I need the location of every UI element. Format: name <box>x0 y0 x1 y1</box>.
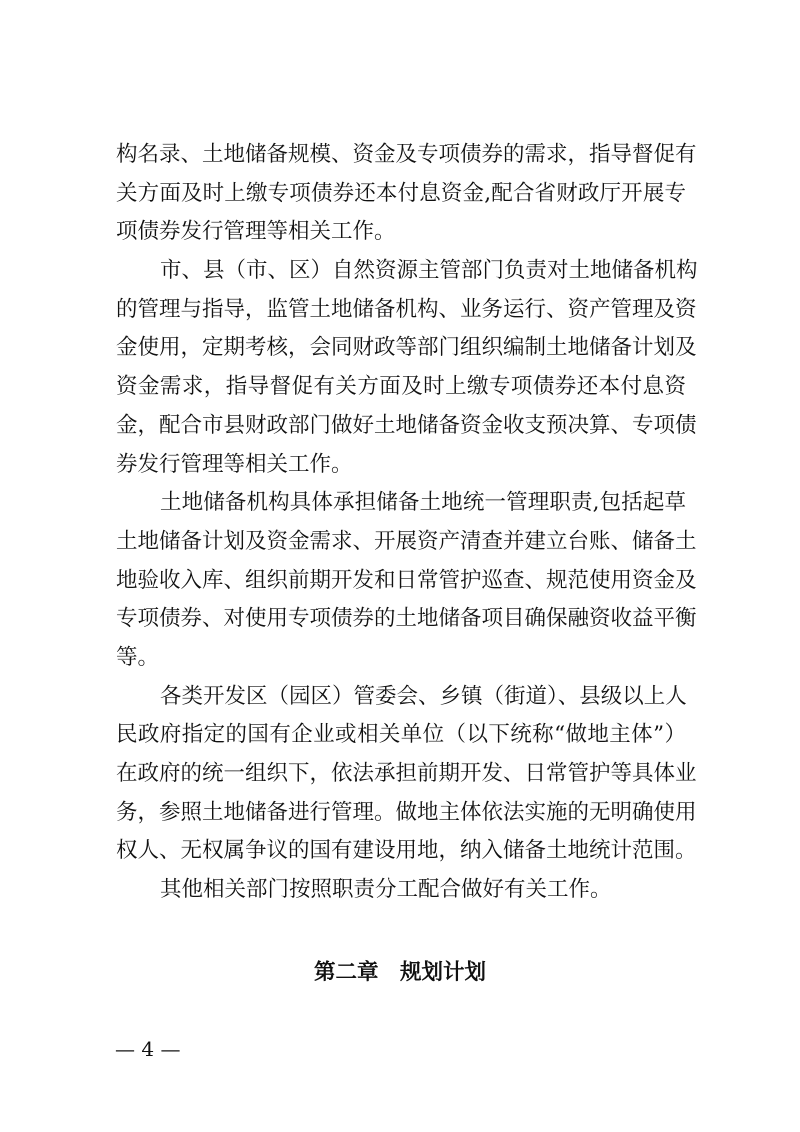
page-number: — 4 — <box>115 1037 181 1061</box>
text-line: 项债券发行管理等相关工作。 <box>116 219 396 245</box>
text-line: 务，参照土地储备进行管理。做地主体依法实施的无明确使用 <box>116 799 697 825</box>
text-line: 权人、无权属争议的国有建设用地，纳入储备土地统计范围。 <box>116 838 697 864</box>
document-body <box>116 136 698 910</box>
text-line: 在政府的统一组织下，依法承担前期开发、日常管护等具体业 <box>116 761 697 786</box>
paragraph <box>116 678 697 871</box>
text-line: 券发行管理等相关工作。 <box>116 451 353 477</box>
text-line: 地验收入库、组织前期开发和日常管护巡查、规范使用资金及 <box>116 567 697 593</box>
text-line: 土地储备机构具体承担储备土地统一管理职责,包括起草 <box>160 490 686 516</box>
text-line: 市、县（市、区）自然资源主管部门负责对土地储备机构 <box>160 258 698 284</box>
text-line: 民政府指定的国有企业或相关单位（以下统称“做地主体”） <box>116 722 686 748</box>
text-line: 金，配合市县财政部门做好土地储备资金收支预决算、专项债 <box>116 412 697 438</box>
text-line: 金使用，定期考核，会同财政等部门组织编制土地储备计划及 <box>116 335 697 361</box>
text-line: 专项债券、对使用专项债券的土地储备项目确保融资收益平衡 <box>116 606 697 632</box>
paragraph <box>116 136 697 252</box>
text-line: 构名录、土地储备规模、资金及专项债券的需求，指导督促有 <box>116 142 697 167</box>
text-line: 等。 <box>116 644 160 670</box>
paragraph <box>116 252 698 484</box>
paragraph <box>116 871 686 910</box>
text-line: 各类开发区（园区）管委会、乡镇（街道）、县级以上人 <box>160 683 687 709</box>
paragraph <box>116 484 697 677</box>
text-line: 土地储备计划及资金需求、开展资产清查并建立台账、储备土 <box>116 528 697 554</box>
text-line: 关方面及时上缴专项债券还本付息资金,配合省财政厅开展专 <box>116 180 686 206</box>
text-line: 资金需求，指导督促有关方面及时上缴专项债券还本付息资 <box>116 374 686 400</box>
chapter-heading: 第二章 规划计划 <box>313 960 486 985</box>
text-line: 的管理与指导，监管土地储备机构、业务运行、资产管理及资 <box>116 296 697 322</box>
text-line: 其他相关部门按照职责分工配合做好有关工作。 <box>160 877 612 903</box>
